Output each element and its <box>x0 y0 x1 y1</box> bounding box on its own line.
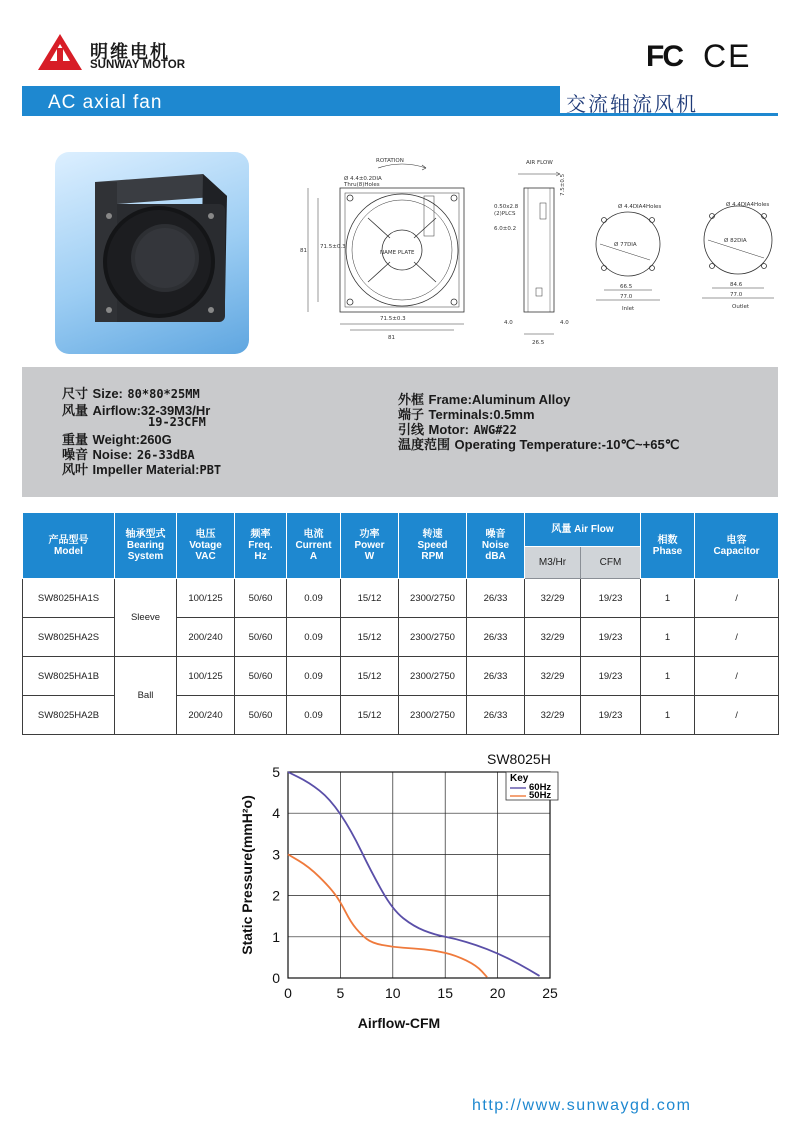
plot-frame <box>288 772 550 978</box>
cell-power: 15/12 <box>341 657 399 696</box>
inlet-77-label: 77.0 <box>620 294 633 300</box>
brand-name-en: SUNWAY MOTOR <box>90 59 185 71</box>
x-tick-label: 10 <box>385 985 401 1001</box>
table-row <box>23 657 779 696</box>
pcs-label-1: 0.50x2.8 <box>494 204 519 210</box>
header-m3hr: M3/Hr <box>525 547 581 579</box>
chart-legend <box>506 772 558 801</box>
spec-motor: 引线 Motor: AWG#22 <box>398 422 517 438</box>
x-tick-label: 5 <box>336 985 345 1001</box>
spec-size: 尺寸 Size: 80*80*25MM <box>62 386 200 402</box>
cell-power: 15/12 <box>341 579 399 618</box>
cell-phase: 1 <box>641 696 695 735</box>
outlet-holes-label: Ø 4.4DIA4Holes <box>726 202 770 208</box>
spec-table <box>22 512 779 735</box>
x-tick-label: 25 <box>542 985 558 1001</box>
spec-frame: 外框 Frame:Aluminum Alloy <box>398 392 571 408</box>
cell-speed: 2300/2750 <box>399 579 467 618</box>
dim-6: 6.0±0.2 <box>494 226 517 232</box>
inlet-holes-label: Ø 4.4DIA4Holes <box>618 204 662 210</box>
cell-voltage: 200/240 <box>177 696 235 735</box>
fcc-mark-icon: FC <box>646 40 682 73</box>
cell-m3hr: 32/29 <box>525 696 581 735</box>
dim-81-bottom: 81 <box>388 335 395 341</box>
cell-speed: 2300/2750 <box>399 618 467 657</box>
outlet-77-label: 77.0 <box>730 292 743 298</box>
spec-weight: 重量 Weight:260G <box>62 432 172 448</box>
cell-capacitor: / <box>695 579 779 618</box>
holes-label-1: Ø 4.4±0.2DIA <box>344 176 382 182</box>
cell-voltage: 200/240 <box>177 618 235 657</box>
header-current: 电流 Current A <box>287 513 341 579</box>
rotation-label: ROTATION <box>376 158 404 164</box>
side-view-drawing <box>518 172 560 334</box>
cell-m3hr: 32/29 <box>525 618 581 657</box>
header-speed: 转速 Speed RPM <box>399 513 467 579</box>
cell-model: SW8025HA1B <box>23 657 115 696</box>
header-noise: 噪音 Noise dBA <box>467 513 525 579</box>
holes-label-2: Thru(8)Holes <box>344 182 380 188</box>
dim-4-right: 4.0 <box>560 320 569 326</box>
legend-label-50hz: 50Hz <box>529 790 552 801</box>
cell-capacitor: / <box>695 696 779 735</box>
header-voltage: 电压 Votage VAC <box>177 513 235 579</box>
cell-speed: 2300/2750 <box>399 657 467 696</box>
cell-noise: 26/33 <box>467 618 525 657</box>
cell-m3hr: 32/29 <box>525 579 581 618</box>
x-tick-label: 20 <box>489 985 506 1001</box>
cell-current: 0.09 <box>287 657 341 696</box>
cell-current: 0.09 <box>287 696 341 735</box>
header-power: 功率 Power W <box>341 513 399 579</box>
cell-noise: 26/33 <box>467 579 525 618</box>
header-model: 产品型号 Model <box>23 513 115 579</box>
cell-model: SW8025HA2S <box>23 618 115 657</box>
fan-icon <box>55 152 249 354</box>
cell-model: SW8025HA1S <box>23 579 115 618</box>
y-tick-label: 0 <box>272 970 280 986</box>
cell-capacitor: / <box>695 618 779 657</box>
brand-name-cn: 明维电机 <box>90 42 170 63</box>
cell-phase: 1 <box>641 618 695 657</box>
website-link[interactable]: http://www.sunwaygd.com <box>472 1097 692 1114</box>
spec-impeller: 风叶 Impeller Material:PBT <box>62 462 222 478</box>
chart-title: SW8025H <box>487 751 551 767</box>
cell-noise: 26/33 <box>467 657 525 696</box>
dim-715-side: 71.5±0.3 <box>320 244 346 250</box>
product-photo <box>55 152 249 354</box>
dim-715-bottom: 71.5±0.3 <box>380 316 406 322</box>
cell-freq: 50/60 <box>235 618 287 657</box>
header-phase: 相数 Phase <box>641 513 695 579</box>
sunway-logo-icon <box>38 34 82 70</box>
page-title-cn: 交流轴流风机 <box>566 92 698 116</box>
cell-current: 0.09 <box>287 618 341 657</box>
spec-terminals: 端子 Terminals:0.5mm <box>398 407 535 423</box>
cell-bearing: Ball <box>115 657 177 735</box>
cell-voltage: 100/125 <box>177 657 235 696</box>
pcs-label-2: (2)PLCS <box>494 211 516 217</box>
dim-4-left: 4.0 <box>504 320 513 326</box>
nameplate-label: NAME PLATE <box>380 250 415 256</box>
cell-noise: 26/33 <box>467 696 525 735</box>
cell-capacitor: / <box>695 657 779 696</box>
header-freq: 频率 Freq. Hz <box>235 513 287 579</box>
outlet-label: Outlet <box>732 304 750 310</box>
spec-airflow: 风量 Airflow:32-39M3/Hr <box>62 403 211 419</box>
inlet-label: Inlet <box>622 306 635 312</box>
page-title-en: AC axial fan <box>48 92 163 113</box>
cell-cfm: 19/23 <box>581 579 641 618</box>
x-axis-title: Airflow-CFM <box>357 1015 441 1031</box>
spec-temperature: 温度范围 Operating Temperature:-10℃~+65℃ <box>398 437 680 453</box>
cell-phase: 1 <box>641 657 695 696</box>
series-line-60hz <box>288 772 540 976</box>
y-tick-label: 3 <box>272 846 280 863</box>
cell-speed: 2300/2750 <box>399 696 467 735</box>
table-row <box>23 579 779 618</box>
spec-airflow-cfm: 19-23CFM <box>148 415 206 429</box>
legend-label-60hz: 60Hz <box>529 782 552 793</box>
series-line-50hz <box>288 854 487 977</box>
inlet-665-label: 66.5 <box>620 284 633 290</box>
header-bearing: 轴承型式 Bearing System <box>115 513 177 579</box>
outlet-846-label: 84.6 <box>730 282 743 288</box>
cell-voltage: 100/125 <box>177 579 235 618</box>
cell-freq: 50/60 <box>235 579 287 618</box>
y-axis-title: Static Pressure(mmH²o) <box>239 795 255 955</box>
dim-75: 7.5±0.5 <box>560 173 566 196</box>
outlet-dia-label: Ø 82DIA <box>724 238 747 244</box>
performance-chart <box>232 748 577 1038</box>
y-tick-label: 2 <box>272 887 280 904</box>
y-tick-label: 5 <box>272 764 280 780</box>
header-cfm: CFM <box>581 547 641 579</box>
header-airflow: 风量 Air Flow <box>525 513 641 547</box>
ce-mark-icon: CE <box>703 38 752 74</box>
legend-title: Key <box>510 773 529 784</box>
cell-power: 15/12 <box>341 696 399 735</box>
cell-cfm: 19/23 <box>581 657 641 696</box>
cell-freq: 50/60 <box>235 657 287 696</box>
inlet-dia-label: Ø 77DIA <box>614 242 637 248</box>
cell-current: 0.09 <box>287 579 341 618</box>
cell-model: SW8025HA2B <box>23 696 115 735</box>
airflow-label: AIR FLOW <box>526 160 553 166</box>
dimension-drawings <box>298 148 788 358</box>
x-tick-label: 0 <box>284 985 292 1001</box>
cell-freq: 50/60 <box>235 696 287 735</box>
y-tick-label: 1 <box>272 928 280 945</box>
dim-81-side: 81 <box>300 248 307 254</box>
spec-noise: 噪音 Noise: 26-33dBA <box>62 447 195 463</box>
cell-phase: 1 <box>641 579 695 618</box>
cell-power: 15/12 <box>341 618 399 657</box>
cell-m3hr: 32/29 <box>525 657 581 696</box>
cell-cfm: 19/23 <box>581 696 641 735</box>
header-capacitor: 电容 Capacitor <box>695 513 779 579</box>
dim-265: 26.5 <box>532 340 545 346</box>
cell-bearing: Sleeve <box>115 579 177 657</box>
y-tick-label: 4 <box>272 805 280 822</box>
x-tick-label: 15 <box>437 985 453 1001</box>
cell-cfm: 19/23 <box>581 618 641 657</box>
